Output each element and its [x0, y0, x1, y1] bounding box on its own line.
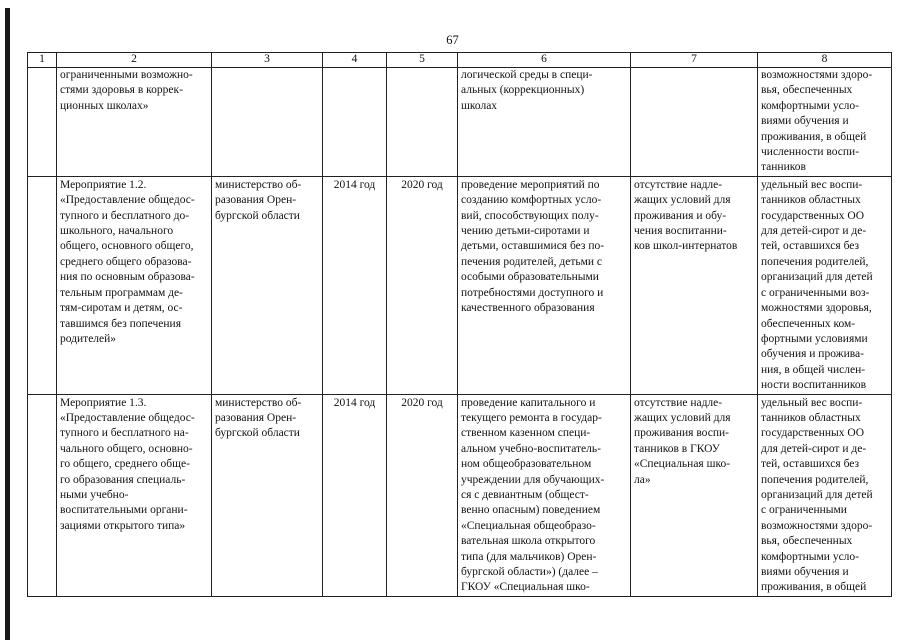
- table-cell: удельный вес воспи- танников областных государственных ОО для детей-сирот и де- тей, оставшихся без попечения родителей, организаций для детей с ограниченными воз- можностями здоровья, обеспеченных ком- фортными условиями обучения и прожива- ния, в общей числен- ности воспитанников: [758, 176, 892, 394]
- table-cell: [387, 68, 458, 177]
- table-cell: Мероприятие 1.2. «Предоставление общедос- тупного и бесплатного до- школьного, начального общего, основного общего, среднего общего образова- ния по основным образова- тельным программам де- тям-сиротам и детям, ос- тавшимся без попечения родителей»: [57, 176, 212, 394]
- table-cell: удельный вес воспи- танников областных государственных ОО для детей-сирот и де- тей, оставшихся без попечения родителей, организаций для детей с ограниченными возможностями здоро- вья, обеспеченных комфортными усло- виями обучения и проживания, в общей: [758, 394, 892, 596]
- column-header: 4: [323, 53, 387, 68]
- table-cell: отсутствие надле- жащих условий для проживания и обу- чения воспитанни- ков школ-интернатов: [631, 176, 758, 394]
- table-cell: Мероприятие 1.3. «Предоставление общедос- тупного и бесплатного на- чального общего, основно- го общего, среднего обще- го образования специаль- ными учебно- воспитательными органи- зациями открытого типа»: [57, 394, 212, 596]
- column-header: 6: [458, 53, 631, 68]
- table-cell: 2020 год: [387, 176, 458, 394]
- scan-edge-bar: [5, 8, 10, 640]
- column-header: 5: [387, 53, 458, 68]
- table-cell: проведение капитального и текущего ремонта в государ- ственном казенном специ- альном учебно-воспитатель- ном общеобразовательном учреждении для обучающих- ся с девиантным (общест- венно опасным) поведением «Специальная общеобразо- вательная школа открытого типа (для мальчиков) Орен- бургской области») (далее – ГКОУ «Специальная шко-: [458, 394, 631, 596]
- table-cell: [28, 176, 57, 394]
- table-cell: министерство об- разования Орен- бургской области: [212, 176, 323, 394]
- table-cell: 2020 год: [387, 394, 458, 596]
- table-cell: 2014 год: [323, 394, 387, 596]
- table-cell: [631, 68, 758, 177]
- column-header: 2: [57, 53, 212, 68]
- column-header: 3: [212, 53, 323, 68]
- column-header: 8: [758, 53, 892, 68]
- column-header: 1: [28, 53, 57, 68]
- table-row: [28, 394, 892, 596]
- table-cell: [323, 68, 387, 177]
- page-number: 67: [446, 33, 459, 47]
- column-header: 7: [631, 53, 758, 68]
- table-row: [28, 68, 892, 177]
- table-cell: министерство об- разования Орен- бургской области: [212, 394, 323, 596]
- table-cell: проведение мероприятий по созданию комфортных усло- вий, способствующих полу- чению детьми-сиротами и детьми, оставшимися без по- печения родителей, детьми с особыми образовательными потребностями доступного и качественного образования: [458, 176, 631, 394]
- table-cell: [212, 68, 323, 177]
- program-table: [27, 52, 892, 597]
- table-cell: отсутствие надле- жащих условий для проживания воспи- танников в ГКОУ «Специальная шко- ла»: [631, 394, 758, 596]
- table-cell: [28, 394, 57, 596]
- table-header-row: [28, 53, 892, 68]
- table-cell: логической среды в специ- альных (коррекционных) школах: [458, 68, 631, 177]
- table-cell: [28, 68, 57, 177]
- table-row: [28, 176, 892, 394]
- table-cell: возможностями здоро- вья, обеспеченных комфортными усло- виями обучения и проживания, в общей численности воспи- танников: [758, 68, 892, 177]
- table-cell: 2014 год: [323, 176, 387, 394]
- table-cell: ограниченными возможно- стями здоровья в коррек- ционных школах»: [57, 68, 212, 177]
